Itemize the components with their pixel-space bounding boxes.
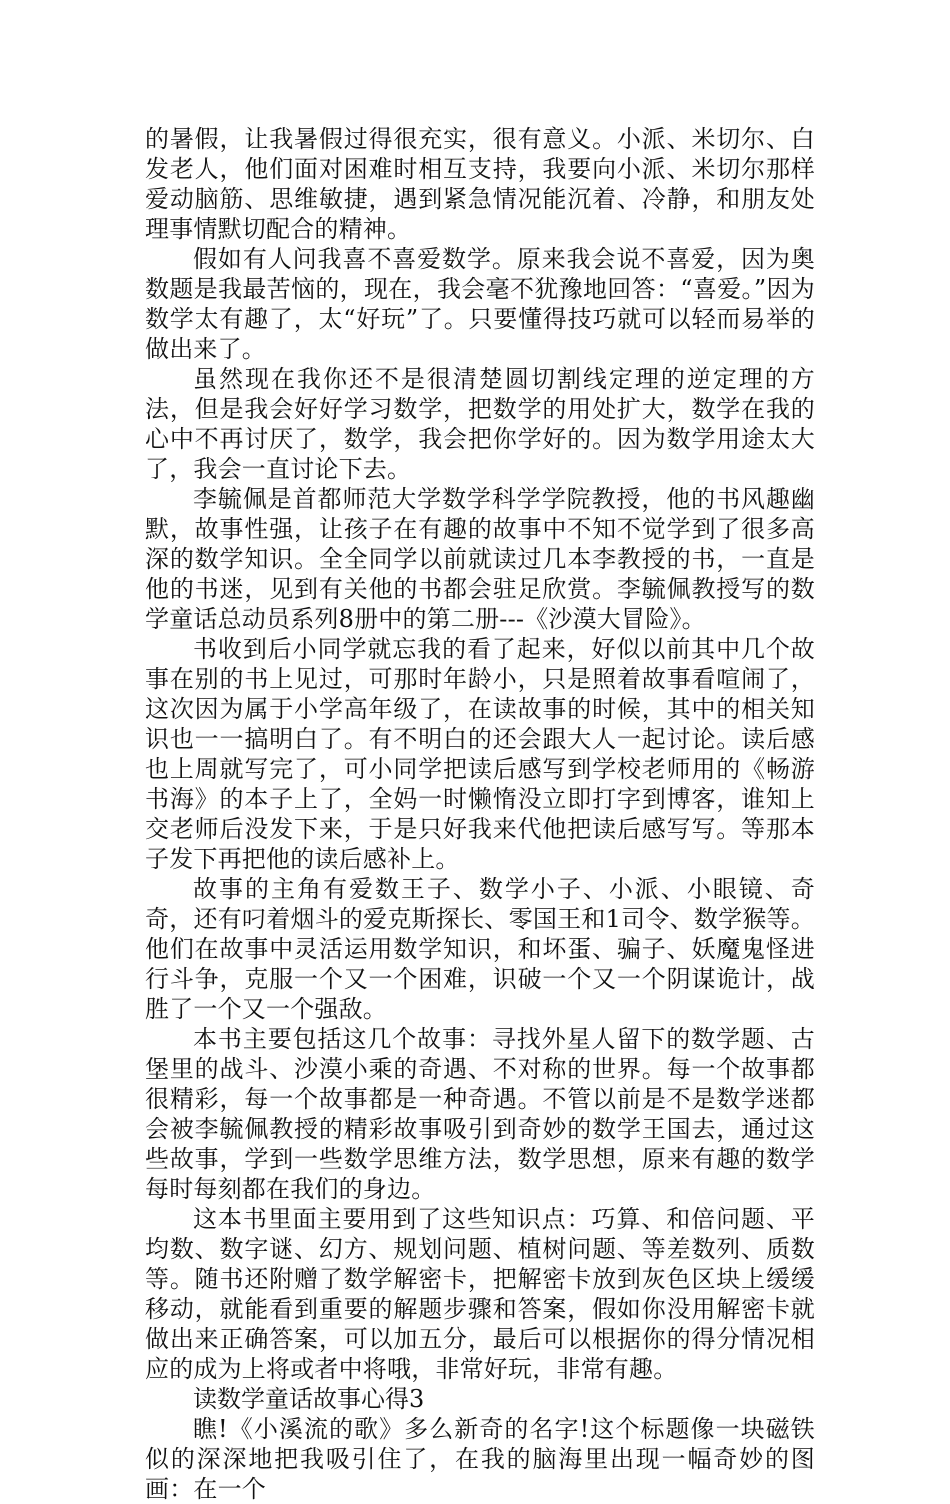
paragraph-4: 李毓佩是首都师范大学数学科学学院教授，他的书风趣幽默，故事性强，让孩子在有趣的故事中不知不觉学到了很多高深的数学知识。全全同学以前就读过几本李教授的书，一直是他的书迷，见到有关他的书都会驻足欣赏。李毓佩教授写的数学童话总动员系列8册中的第二册---《沙漠大冒险》。 xyxy=(145,485,815,633)
paragraph-1: 的暑假，让我暑假过得很充实，很有意义。小派、米切尔、白发老人，他们面对困难时相互支持，我要向小派、米切尔那样爱动脑筋、思维敏捷，遇到紧急情况能沉着、冷静，和朋友处理事情默切配合的精神。 xyxy=(145,125,815,243)
paragraph-6: 故事的主角有爱数王子、数学小子、小派、小眼镜、奇奇，还有叼着烟斗的爱克斯探长、零国王和1司令、数学猴等。他们在故事中灵活运用数学知识，和坏蛋、骗子、妖魔鬼怪进行斗争，克服一个又一个困难，识破一个又一个阴谋诡计，战胜了一个又一个强敌。 xyxy=(145,875,815,1023)
paragraph-2: 假如有人问我喜不喜爱数学。原来我会说不喜爱，因为奥数题是我最苦恼的，现在，我会毫不犹豫地回答：“喜爱。”因为数学太有趣了，太“好玩”了。只要懂得技巧就可以轻而易举的做出来了。 xyxy=(145,245,815,363)
paragraph-9: 瞧!《小溪流的歌》多么新奇的名字!这个标题像一块磁铁似的深深地把我吸引住了，在我的脑海里出现一幅奇妙的图画：在一个 xyxy=(145,1415,815,1503)
paragraph-3: 虽然现在我你还不是很清楚圆切割线定理的逆定理的方法，但是我会好好学习数学，把数学的用处扩大，数学在我的心中不再讨厌了，数学，我会把你学好的。因为数学用途太大了，我会一直讨论下去。 xyxy=(145,365,815,483)
document-page xyxy=(145,124,815,1504)
paragraph-7: 本书主要包括这几个故事：寻找外星人留下的数学题、古堡里的战斗、沙漠小乘的奇遇、不对称的世界。每一个故事都很精彩，每一个故事都是一种奇遇。不管以前是不是数学迷都会被李毓佩教授的精彩故事吸引到奇妙的数学王国去，通过这些故事，学到一些数学思维方法，数学思想，原来有趣的数学每时每刻都在我们的身边。 xyxy=(145,1025,815,1203)
paragraph-5: 书收到后小同学就忘我的看了起来，好似以前其中几个故事在别的书上见过，可那时年龄小，只是照着故事看喧闹了，这次因为属于小学高年级了，在读故事的时候，其中的相关知识也一一搞明白了。有不明白的还会跟大人一起讨论。读后感也上周就写完了，可小同学把读后感写到学校老师用的《畅游书海》的本子上了，全妈一时懒惰没立即打字到博客，谁知上交老师后没发下来，于是只好我来代他把读后感写写。等那本子发下再把他的读后感补上。 xyxy=(145,635,815,873)
paragraph-8: 这本书里面主要用到了这些知识点：巧算、和倍问题、平均数、数字谜、幻方、规划问题、植树问题、等差数列、质数等。随书还附赠了数学解密卡，把解密卡放到灰色区块上缓缓移动，就能看到重要的解题步骤和答案，假如你没用解密卡就做出来正确答案，可以加五分，最后可以根据你的得分情况相应的成为上将或者中将哦，非常好玩，非常有趣。 xyxy=(145,1205,815,1383)
section-heading: 读数学童话故事心得3 xyxy=(193,1385,425,1413)
